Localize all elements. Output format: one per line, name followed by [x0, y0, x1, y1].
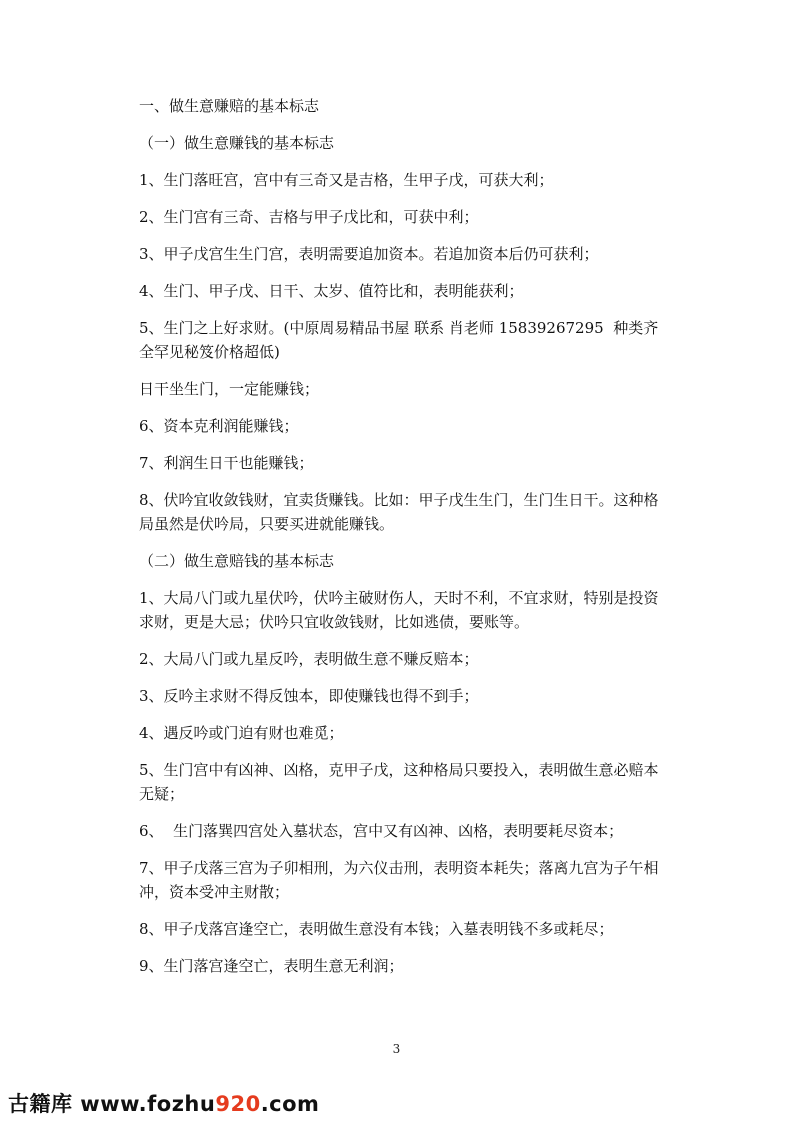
- body-paragraph: 2、大局八门或九星反吟，表明做生意不赚反赔本；: [139, 650, 479, 668]
- page-number: 3: [392, 1042, 401, 1056]
- watermark-url-number: 920: [215, 1092, 261, 1116]
- body-paragraph: 5、生门之上好求财。(中原周易精品书屋 联系 肖老师 15839267295 种类齐全罕见秘笈价格超低): [139, 319, 659, 361]
- body-paragraph: 4、生门、甲子戊、日干、太岁、值符比和，表明能获利；: [139, 282, 524, 300]
- body-paragraph: 1、生门落旺宫，宫中有三奇又是吉格，生甲子戊，可获大利；: [139, 171, 554, 189]
- document-body: [139, 94, 659, 991]
- body-paragraph: 6、资本克利润能赚钱；: [139, 417, 299, 435]
- body-paragraph: 日干坐生门，一定能赚钱；: [139, 380, 320, 398]
- body-paragraph: 8、甲子戊落宫逢空亡，表明做生意没有本钱；入墓表明钱不多或耗尽；: [139, 920, 614, 938]
- body-paragraph: 3、甲子戊宫生生门宫，表明需要追加资本。若追加资本后仍可获利；: [139, 245, 599, 263]
- body-paragraph: 7、利润生日干也能赚钱；: [139, 454, 314, 472]
- watermark-url-suffix: .com: [260, 1092, 320, 1116]
- body-paragraph: 6、 生门落巽四宫处入墓状态，宫中又有凶神、凶格，表明要耗尽资本；: [139, 822, 624, 840]
- section-heading: 一、做生意赚赔的基本标志: [139, 97, 320, 115]
- body-paragraph: 8、伏吟宜收敛钱财，宜卖货赚钱。比如：甲子戊生生门，生门生日干。这种格局虽然是伏吟局，只要买进就能赚钱。: [139, 491, 659, 533]
- subsection-heading: （一）做生意赚钱的基本标志: [139, 134, 335, 152]
- body-paragraph: 9、生门落宫逢空亡，表明生意无利润；: [139, 957, 404, 975]
- watermark-site-name: 古籍库: [8, 1092, 73, 1116]
- body-paragraph: 3、反吟主求财不得反蚀本，即使赚钱也得不到手；: [139, 687, 479, 705]
- body-paragraph: 7、甲子戊落三宫为子卯相刑，为六仪击刑，表明资本耗失；落离九宫为子午相冲，资本受冲主财散；: [139, 859, 659, 901]
- watermark-url-prefix: www.fozhu: [72, 1092, 216, 1116]
- body-paragraph: 4、遇反吟或门迫有财也难觅；: [139, 724, 344, 742]
- subsection-heading: （二）做生意赔钱的基本标志: [139, 552, 335, 570]
- site-watermark: [8, 1088, 319, 1118]
- body-paragraph: 1、大局八门或九星伏吟，伏吟主破财伤人，天时不利，不宜求财，特别是投资求财，更是大忌；伏吟只宜收敛钱财，比如逃债，要账等。: [139, 589, 659, 631]
- body-paragraph: 5、生门宫中有凶神、凶格，克甲子戊，这种格局只要投入，表明做生意必赔本无疑；: [139, 761, 659, 803]
- body-paragraph: 2、生门宫有三奇、吉格与甲子戊比和，可获中利；: [139, 208, 479, 226]
